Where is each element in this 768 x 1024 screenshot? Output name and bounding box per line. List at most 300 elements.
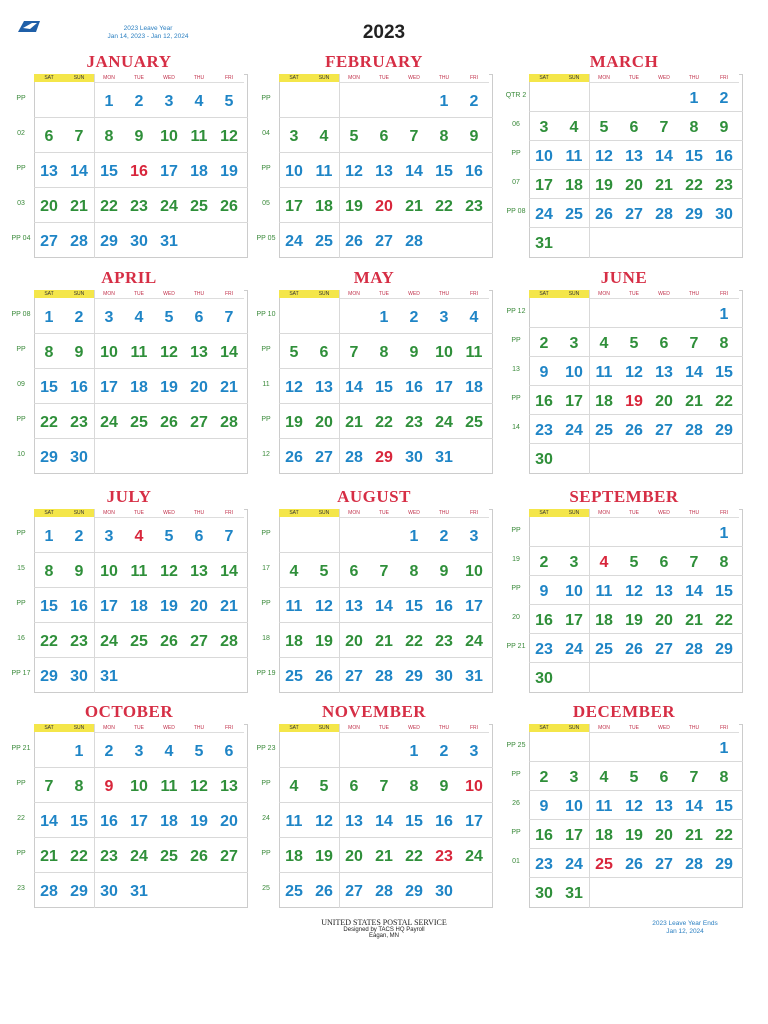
calendar-day: 6 — [349, 562, 359, 580]
day-header-wed: WED — [154, 724, 184, 733]
calendar-day: 30 — [405, 448, 423, 466]
calendar-day: 11 — [130, 343, 148, 361]
calendar-day: 4 — [134, 308, 144, 326]
day-header-mon: MON — [339, 74, 369, 83]
month-name: NOVEMBER — [321, 702, 427, 721]
calendar-day: 11 — [315, 162, 333, 180]
calendar-day: 15 — [405, 597, 423, 615]
calendar-day: 23 — [435, 632, 453, 650]
day-header-sun: SUN — [559, 290, 589, 298]
calendar-day: 2 — [539, 768, 549, 786]
calendar-day: 25 — [190, 197, 208, 215]
day-header-fri: FRI — [709, 509, 739, 518]
pay-period-label: 03 — [17, 199, 25, 207]
row-divider — [529, 327, 743, 328]
pay-period-label: 23 — [17, 884, 25, 892]
calendar-day: 16 — [535, 392, 553, 410]
calendar-day: 24 — [565, 855, 583, 873]
calendar-day: 8 — [719, 334, 729, 352]
calendar-day: 22 — [405, 632, 423, 650]
pay-period-label: PP 05 — [256, 234, 276, 242]
calendar-day: 19 — [345, 197, 363, 215]
calendar-day: 17 — [465, 812, 483, 830]
calendar-day: 17 — [160, 162, 178, 180]
calendar-day: 8 — [379, 343, 389, 361]
calendar-day: 18 — [595, 392, 613, 410]
calendar-day: 20 — [190, 378, 208, 396]
calendar-day: 12 — [160, 562, 178, 580]
calendar-day: 9 — [134, 127, 144, 145]
month-august — [255, 487, 493, 697]
calendar-day: 29 — [405, 667, 423, 685]
calendar-day: 1 — [719, 739, 729, 757]
calendar-day: 4 — [599, 768, 609, 786]
calendar-day: 20 — [345, 847, 363, 865]
calendar-day: 4 — [599, 553, 609, 571]
calendar-day: 12 — [160, 343, 178, 361]
day-header-tue: TUE — [619, 74, 649, 83]
calendar-day: 8 — [689, 118, 699, 136]
calendar-day: 18 — [190, 162, 208, 180]
pay-period-label: 17 — [262, 564, 270, 572]
day-header-fri: FRI — [709, 724, 739, 733]
pay-period-label: 09 — [17, 380, 25, 388]
month-grid — [505, 724, 743, 908]
row-divider — [279, 368, 493, 369]
day-header-thu: THU — [429, 724, 459, 733]
calendar-day: 21 — [685, 611, 703, 629]
month-february — [255, 52, 493, 262]
day-header-mon: MON — [589, 74, 619, 83]
calendar-day: 3 — [469, 527, 479, 545]
month-may — [255, 268, 493, 478]
day-header-sun: SUN — [64, 509, 94, 517]
calendar-day: 27 — [655, 421, 673, 439]
calendar-day: 12 — [625, 363, 643, 381]
calendar-day: 15 — [100, 162, 118, 180]
calendar-day: 9 — [409, 343, 419, 361]
pay-period-label: PP — [16, 599, 26, 607]
calendar-day: 21 — [375, 632, 393, 650]
calendar-day: 10 — [565, 363, 583, 381]
calendar-day: 19 — [625, 826, 643, 844]
day-header-sat: SAT — [34, 724, 64, 732]
pay-period-label: PP 19 — [256, 669, 276, 677]
day-header-mon: MON — [589, 724, 619, 733]
calendar-day: 16 — [535, 611, 553, 629]
calendar-day: 8 — [44, 343, 54, 361]
calendar-day: 27 — [315, 448, 333, 466]
month-june — [505, 268, 743, 478]
calendar-day: 10 — [465, 562, 483, 580]
month-november — [255, 702, 493, 912]
day-header-sat: SAT — [279, 724, 309, 732]
calendar-day: 7 — [379, 777, 389, 795]
calendar-day: 12 — [625, 797, 643, 815]
calendar-day: 6 — [224, 742, 234, 760]
calendar-day: 26 — [315, 667, 333, 685]
calendar-day: 28 — [685, 855, 703, 873]
calendar-day: 2 — [469, 92, 479, 110]
calendar-day: 3 — [469, 742, 479, 760]
row-divider — [34, 552, 248, 553]
row-divider — [34, 587, 248, 588]
calendar-day: 19 — [190, 812, 208, 830]
calendar-day: 2 — [74, 308, 84, 326]
calendar-day: 7 — [224, 527, 234, 545]
calendar-day: 2 — [74, 527, 84, 545]
month-september — [505, 487, 743, 697]
calendar-day: 27 — [655, 640, 673, 658]
day-header-thu: THU — [679, 290, 709, 299]
calendar-day: 18 — [465, 378, 483, 396]
month-july — [10, 487, 248, 697]
day-header-sun: SUN — [309, 509, 339, 517]
day-header-sun: SUN — [559, 724, 589, 732]
calendar-day: 6 — [44, 127, 54, 145]
day-header-mon: MON — [94, 290, 124, 299]
calendar-day: 18 — [595, 611, 613, 629]
day-header-sat: SAT — [529, 509, 559, 517]
day-header-fri: FRI — [214, 74, 244, 83]
day-header-fri: FRI — [459, 74, 489, 83]
calendar-day: 1 — [74, 742, 84, 760]
calendar-day: 24 — [285, 232, 303, 250]
pay-period-label: PP — [261, 779, 271, 787]
calendar-day: 13 — [190, 343, 208, 361]
pay-period-label: PP — [511, 526, 521, 534]
day-header-tue: TUE — [124, 509, 154, 518]
calendar-day: 18 — [315, 197, 333, 215]
calendar-day: 14 — [40, 812, 58, 830]
month-name: APRIL — [101, 268, 157, 287]
calendar-day: 1 — [439, 92, 449, 110]
calendar-day: 6 — [379, 127, 389, 145]
calendar-day: 3 — [439, 308, 449, 326]
row-divider — [279, 333, 493, 334]
calendar-day: 8 — [104, 127, 114, 145]
calendar-day: 10 — [160, 127, 178, 145]
pay-period-label: PP — [261, 164, 271, 172]
calendar-day: 18 — [130, 597, 148, 615]
calendar-day: 26 — [160, 632, 178, 650]
calendar-day: 1 — [44, 308, 54, 326]
pay-period-label: PP 17 — [11, 669, 31, 677]
calendar-day: 8 — [439, 127, 449, 145]
row-divider — [529, 169, 743, 170]
calendar-day: 30 — [535, 884, 553, 902]
calendar-day: 23 — [465, 197, 483, 215]
day-header-wed: WED — [154, 74, 184, 83]
calendar-day: 30 — [70, 448, 88, 466]
calendar-day: 10 — [100, 562, 118, 580]
row-divider — [529, 575, 743, 576]
calendar-day: 9 — [719, 118, 729, 136]
month-name: OCTOBER — [84, 702, 174, 721]
month-grid — [505, 74, 743, 258]
calendar-day: 31 — [535, 234, 553, 252]
day-header-fri: FRI — [214, 724, 244, 733]
calendar-day: 17 — [435, 378, 453, 396]
row-divider — [279, 187, 493, 188]
row-divider — [529, 604, 743, 605]
calendar-day: 31 — [435, 448, 453, 466]
day-header-sat: SAT — [34, 74, 64, 82]
calendar-day: 29 — [405, 882, 423, 900]
calendar-day: 16 — [465, 162, 483, 180]
day-header-tue: TUE — [369, 509, 399, 518]
day-header-tue: TUE — [369, 290, 399, 299]
calendar-day: 3 — [569, 768, 579, 786]
pay-period-label: 13 — [512, 365, 520, 373]
calendar-day: 7 — [224, 308, 234, 326]
calendar-day: 27 — [345, 882, 363, 900]
day-header-sun: SUN — [64, 290, 94, 298]
calendar-day: 12 — [315, 812, 333, 830]
row-divider — [529, 140, 743, 141]
calendar-day: 4 — [289, 777, 299, 795]
day-header-sat: SAT — [34, 290, 64, 298]
pay-period-label: PP 25 — [506, 741, 526, 749]
calendar-day: 13 — [655, 582, 673, 600]
day-header-thu: THU — [679, 74, 709, 83]
calendar-day: 22 — [685, 176, 703, 194]
pay-period-label: PP — [261, 529, 271, 537]
row-divider — [34, 438, 248, 439]
calendar-day: 4 — [194, 92, 204, 110]
row-divider — [529, 761, 743, 762]
day-header-mon: MON — [94, 74, 124, 83]
row-divider — [34, 657, 248, 658]
calendar-day: 25 — [130, 413, 148, 431]
calendar-day: 27 — [375, 232, 393, 250]
pay-period-label: 07 — [512, 178, 520, 186]
calendar-day: 10 — [565, 797, 583, 815]
calendar-day: 30 — [435, 667, 453, 685]
calendar-day: 14 — [405, 162, 423, 180]
calendar-day: 22 — [405, 847, 423, 865]
calendar-day: 18 — [160, 812, 178, 830]
month-grid — [255, 290, 493, 474]
row-divider — [279, 403, 493, 404]
calendar-day: 19 — [315, 847, 333, 865]
calendar-day: 30 — [70, 667, 88, 685]
calendar-day: 6 — [659, 553, 669, 571]
row-divider — [529, 356, 743, 357]
day-header-fri: FRI — [459, 509, 489, 518]
calendar-day: 3 — [134, 742, 144, 760]
pay-period-label: PP — [511, 149, 521, 157]
calendar-day: 5 — [164, 308, 174, 326]
calendar-day: 25 — [160, 847, 178, 865]
day-header-fri: FRI — [709, 290, 739, 299]
calendar-day: 22 — [100, 197, 118, 215]
row-divider — [279, 587, 493, 588]
calendar-day: 17 — [565, 826, 583, 844]
calendar-day: 6 — [349, 777, 359, 795]
month-grid — [255, 509, 493, 693]
calendar-day: 8 — [74, 777, 84, 795]
day-header-mon: MON — [339, 509, 369, 518]
row-divider — [279, 657, 493, 658]
calendar-day: 10 — [285, 162, 303, 180]
calendar-day: 18 — [595, 826, 613, 844]
day-header-sun: SUN — [309, 290, 339, 298]
row-divider — [34, 187, 248, 188]
month-grid — [10, 74, 248, 258]
calendar-day: 11 — [595, 582, 613, 600]
calendar-day: 24 — [565, 421, 583, 439]
calendar-day: 22 — [715, 826, 733, 844]
month-grid — [10, 509, 248, 693]
pay-period-label: PP — [511, 770, 521, 778]
calendar-day: 28 — [220, 413, 238, 431]
calendar-day: 20 — [345, 632, 363, 650]
calendar-day: 25 — [565, 205, 583, 223]
calendar-day: 23 — [715, 176, 733, 194]
month-march — [505, 52, 743, 262]
calendar-day: 9 — [104, 777, 114, 795]
calendar-day: 8 — [719, 768, 729, 786]
month-name: JUNE — [600, 268, 648, 287]
calendar-day: 22 — [715, 611, 733, 629]
calendar-day: 11 — [190, 127, 208, 145]
day-header-sat: SAT — [34, 509, 64, 517]
pay-period-label: PP — [511, 394, 521, 402]
day-header-mon: MON — [589, 290, 619, 299]
calendar-day: 4 — [134, 527, 144, 545]
calendar-day: 13 — [345, 597, 363, 615]
row-divider — [34, 333, 248, 334]
calendar-day: 14 — [685, 797, 703, 815]
pay-period-label: PP 08 — [11, 310, 31, 318]
calendar-day: 30 — [130, 232, 148, 250]
pay-period-label: 15 — [17, 564, 25, 572]
calendar-day: 26 — [220, 197, 238, 215]
calendar-day: 9 — [439, 777, 449, 795]
calendar-day: 6 — [659, 768, 669, 786]
calendar-day: 5 — [629, 334, 639, 352]
calendar-day: 27 — [625, 205, 643, 223]
calendar-day: 7 — [74, 127, 84, 145]
calendar-day: 3 — [569, 553, 579, 571]
footer-org: UNITED STATES POSTAL SERVICE — [321, 918, 447, 927]
calendar-day: 29 — [70, 882, 88, 900]
day-header-fri: FRI — [459, 290, 489, 299]
weekend-divider — [589, 509, 590, 693]
calendar-day: 24 — [160, 197, 178, 215]
calendar-day: 3 — [104, 527, 114, 545]
pay-period-label: PP 21 — [11, 744, 31, 752]
row-divider — [529, 385, 743, 386]
calendar-day: 12 — [625, 582, 643, 600]
calendar-day: 16 — [535, 826, 553, 844]
calendar-day: 11 — [285, 812, 303, 830]
calendar-day: 21 — [655, 176, 673, 194]
weekend-divider — [589, 74, 590, 258]
calendar-day: 11 — [465, 343, 483, 361]
calendar-day: 3 — [104, 308, 114, 326]
calendar-day: 2 — [104, 742, 114, 760]
calendar-day: 18 — [285, 632, 303, 650]
calendar-day: 26 — [595, 205, 613, 223]
calendar-day: 12 — [595, 147, 613, 165]
day-header-thu: THU — [679, 724, 709, 733]
calendar-day: 25 — [130, 632, 148, 650]
day-header-sun: SUN — [309, 724, 339, 732]
calendar-day: 13 — [625, 147, 643, 165]
calendar-day: 11 — [595, 797, 613, 815]
calendar-day: 28 — [685, 421, 703, 439]
calendar-day: 3 — [164, 92, 174, 110]
calendar-day: 26 — [315, 882, 333, 900]
calendar-day: 14 — [375, 597, 393, 615]
calendar-day: 19 — [625, 392, 643, 410]
calendar-day: 20 — [220, 812, 238, 830]
day-header-wed: WED — [649, 290, 679, 299]
calendar-day: 12 — [285, 378, 303, 396]
calendar-day: 29 — [715, 640, 733, 658]
calendar-day: 15 — [715, 363, 733, 381]
calendar-day: 22 — [70, 847, 88, 865]
pay-period-label: PP — [511, 828, 521, 836]
calendar-day: 29 — [375, 448, 393, 466]
pay-period-label: PP 08 — [506, 207, 526, 215]
month-grid — [255, 74, 493, 258]
calendar-day: 16 — [435, 812, 453, 830]
leave-year-range: Jan 14, 2023 - Jan 12, 2024 — [107, 33, 189, 40]
calendar-day: 1 — [379, 308, 389, 326]
row-divider — [529, 443, 743, 444]
month-grid — [10, 724, 248, 908]
leave-year-title: 2023 Leave Year — [123, 25, 173, 32]
day-header-wed: WED — [399, 290, 429, 299]
row-divider — [34, 872, 248, 873]
calendar-day: 4 — [469, 308, 479, 326]
calendar-day: 26 — [625, 421, 643, 439]
calendar-day: 28 — [655, 205, 673, 223]
pay-period-label: 16 — [17, 634, 25, 642]
calendar-day: 25 — [285, 667, 303, 685]
calendar-day: 1 — [689, 89, 699, 107]
calendar-day: 24 — [100, 413, 118, 431]
calendar-day: 5 — [194, 742, 204, 760]
month-grid — [505, 509, 743, 693]
row-divider — [529, 877, 743, 878]
calendar-day: 26 — [625, 855, 643, 873]
pay-period-label: PP — [261, 345, 271, 353]
row-divider — [279, 802, 493, 803]
day-header-fri: FRI — [214, 290, 244, 299]
calendar-day: 9 — [439, 562, 449, 580]
row-divider — [529, 227, 743, 228]
calendar-day: 28 — [685, 640, 703, 658]
calendar-day: 15 — [40, 597, 58, 615]
row-divider — [529, 662, 743, 663]
calendar-day: 22 — [40, 413, 58, 431]
calendar-day: 18 — [565, 176, 583, 194]
month-name: DECEMBER — [572, 702, 676, 721]
month-october — [10, 702, 248, 912]
calendar-day: 21 — [375, 847, 393, 865]
day-header-tue: TUE — [619, 509, 649, 518]
calendar-day: 18 — [285, 847, 303, 865]
row-divider — [34, 222, 248, 223]
calendar-day: 23 — [70, 413, 88, 431]
calendar-day: 1 — [104, 92, 114, 110]
month-name: FEBRUARY — [325, 52, 423, 71]
calendar-day: 9 — [539, 363, 549, 381]
